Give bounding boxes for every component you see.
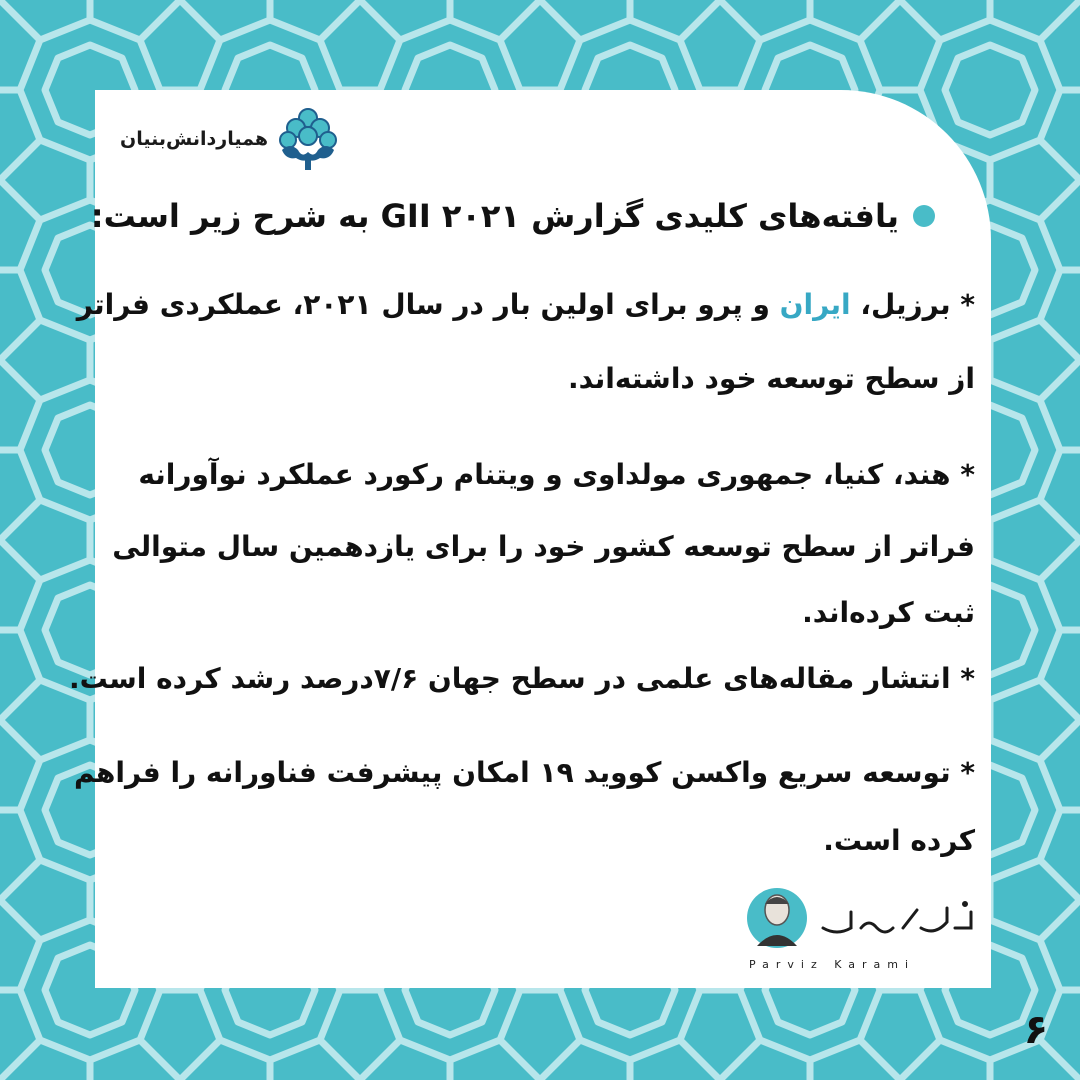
finding-4-line-1: * توسعه سریع واکسن کووید ۱۹ امکان پیشرفت فناورانه را فراهم	[74, 756, 975, 789]
finding-3-line-1: * انتشار مقاله‌های علمی در سطح جهان ۷/۶درصد رشد کرده است.	[68, 662, 975, 695]
highlight-iran: ایران	[779, 288, 851, 321]
finding-4-line-2: کرده است.	[823, 824, 975, 857]
finding-2-line-1: * هند، کنیا، جمهوری مولداوی و ویتنام رکورد عملکرد نوآورانه	[138, 458, 975, 491]
author-name-latin: Parviz Karami	[749, 958, 916, 971]
finding-1-line-1	[76, 288, 975, 321]
finding-1-prefix: * برزیل،	[850, 288, 975, 321]
section-heading	[90, 186, 935, 246]
finding-2-line-3: ثبت کرده‌اند.	[802, 596, 975, 629]
bullet-dot-icon	[913, 205, 935, 227]
brand-name: همیاردانش‌بنیان	[120, 128, 268, 150]
tree-logo-icon	[276, 106, 340, 172]
author-portrait	[745, 880, 809, 956]
brand-header	[120, 104, 352, 174]
finding-1-suffix: و پرو برای اولین بار در سال ۲۰۲۱، عملکردی فراتر	[76, 288, 780, 321]
author-signature	[817, 898, 977, 946]
finding-1-line-2: از سطح توسعه خود داشته‌اند.	[567, 362, 975, 395]
author-block	[745, 880, 980, 980]
heading-text: یافته‌های کلیدی گزارش GII ۲۰۲۱ به شرح زیر است:	[90, 197, 899, 235]
page-number: ۶	[1023, 1007, 1049, 1053]
finding-2-line-2: فراتر از سطح توسعه کشور خود را برای یازدهمین سال متوالی	[112, 530, 975, 563]
